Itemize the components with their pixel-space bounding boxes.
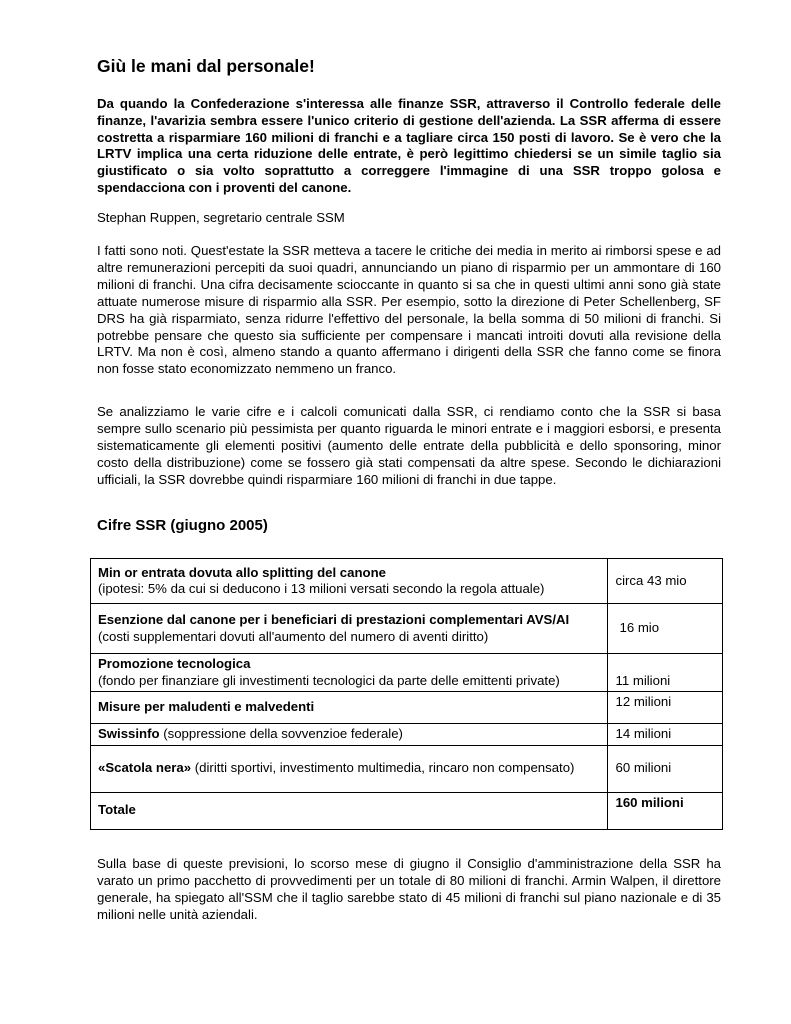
article-title: Giù le mani dal personale!	[97, 56, 315, 76]
row-title: Min or entrata dovuta allo splitting del canone	[98, 564, 386, 580]
row-value: 14 milioni	[608, 724, 723, 746]
row-note: (diritti sportivi, investimento multimedia, rincaro non compensato)	[194, 760, 575, 776]
table-heading: Cifre SSR (giugno 2005)	[97, 517, 268, 534]
row-value: circa 43 mio	[608, 559, 723, 604]
table-row	[91, 654, 723, 692]
table-row	[91, 792, 723, 829]
row-title: «Scatola nera»	[98, 760, 192, 776]
row-description	[91, 724, 608, 746]
row-title: Misure per maludenti e malvedenti	[98, 699, 315, 715]
table-row	[91, 559, 723, 604]
cost-table	[90, 558, 723, 830]
row-title: Esenzione dal canone per i beneficiari di prestazioni complementari AVS/AI	[98, 612, 570, 627]
table-row	[91, 745, 723, 792]
row-note: (ipotesi: 5% da cui si deducono i 13 milioni versati secondo la regola attuale)	[98, 581, 545, 596]
row-description	[91, 792, 608, 829]
row-title: Totale	[98, 802, 136, 818]
row-description	[91, 559, 608, 604]
table-row	[91, 604, 723, 654]
row-value: 11 milioni	[608, 654, 723, 692]
row-title: Swissinfo	[98, 726, 160, 741]
body-paragraph: Sulla base di queste previsioni, lo scorso mese di giugno il Consiglio d'amministrazione della SSR ha varato un primo pacchetto di provvedimenti per un totale di 80 milioni di franchi. Armin Walpen, il direttore generale, ha spiegato all'SSM che il taglio sarebbe stato di 45 milioni di franchi sul piano nazionale e di 35 milioni nelle unità aziendali.	[97, 856, 721, 922]
row-note: (soppressione della sovvenzioe federale)	[163, 726, 403, 741]
row-value: 160 milioni	[608, 792, 723, 829]
row-title: Promozione tecnologica	[98, 656, 251, 671]
row-description	[91, 654, 608, 692]
lead-paragraph: Da quando la Confederazione s'interessa alle finanze SSR, attraverso il Controllo federale delle finanze, l'avarizia sembra essere l'unico criterio di gestione dell'azienda. La SSR afferma di essere costretta a risparmiare 160 milioni di franchi e a tagliare circa 150 posti di lavoro. Se è vero che la LRTV implica una certa riduzione delle entrate, è però legittimo chiedersi se un simile taglio sia giustificato o sia volto soprattutto a correggere l'immagine di una SSR troppo golosa e spendacciona con i proventi del canone.	[97, 96, 721, 195]
table-row	[91, 724, 723, 746]
row-description	[91, 745, 608, 792]
row-value: 16 mio	[608, 604, 723, 654]
row-description	[91, 692, 608, 724]
row-value: 12 milioni	[608, 692, 723, 724]
body-paragraph: Se analizziamo le varie cifre e i calcoli comunicati dalla SSR, ci rendiamo conto che la SSR si basa sempre sullo scenario più pessimista per quanto riguarda le minori entrate e i maggiori esborsi, e presenta sistematicamente gli elementi positivi (aumento delle entrate della pubblicità e dello sponsoring, minor costo della distribuzione) come se fossero già stati compensati da altre spese. Secondo le dichiarazioni ufficiali, la SSR dovrebbe quindi risparmiare 160 milioni di franchi in due tappe.	[97, 404, 721, 487]
table-row	[91, 692, 723, 724]
row-value: 60 milioni	[608, 745, 723, 792]
row-note: (costi supplementari dovuti all'aumento del numero di aventi diritto)	[98, 628, 489, 644]
row-note: (fondo per finanziare gli investimenti tecnologici da parte delle emittenti private)	[98, 672, 560, 688]
author-line: Stephan Ruppen, segretario centrale SSM	[97, 210, 345, 225]
row-description	[91, 604, 608, 654]
body-paragraph: I fatti sono noti. Quest'estate la SSR metteva a tacere le critiche dei media in merito ai rimborsi spese e ad altre remunerazioni percepiti da suoi quadri, annunciando un piano di risparmio per un ammontare di 160 milioni di franchi. Una cifra decisamente scioccante in quanto si sa che in questi ultimi anni sono già state attuate numerose misure di risparmio alla SSR. Per esempio, sotto la direzione di Peter Schellenberg, SF DRS ha già risparmiato, senza ridurre l'effettivo del personale, la bella somma di 50 milioni di franchi. Si potrebbe pensare che questo sia sufficiente per compensare i mancati introiti dovuti alla revisione della LRTV. Ma non è così, almeno stando a quanto affermano i dirigenti della SSR che fanno come se finora non fosse stato economizzato nemmeno un franco.	[97, 243, 721, 377]
